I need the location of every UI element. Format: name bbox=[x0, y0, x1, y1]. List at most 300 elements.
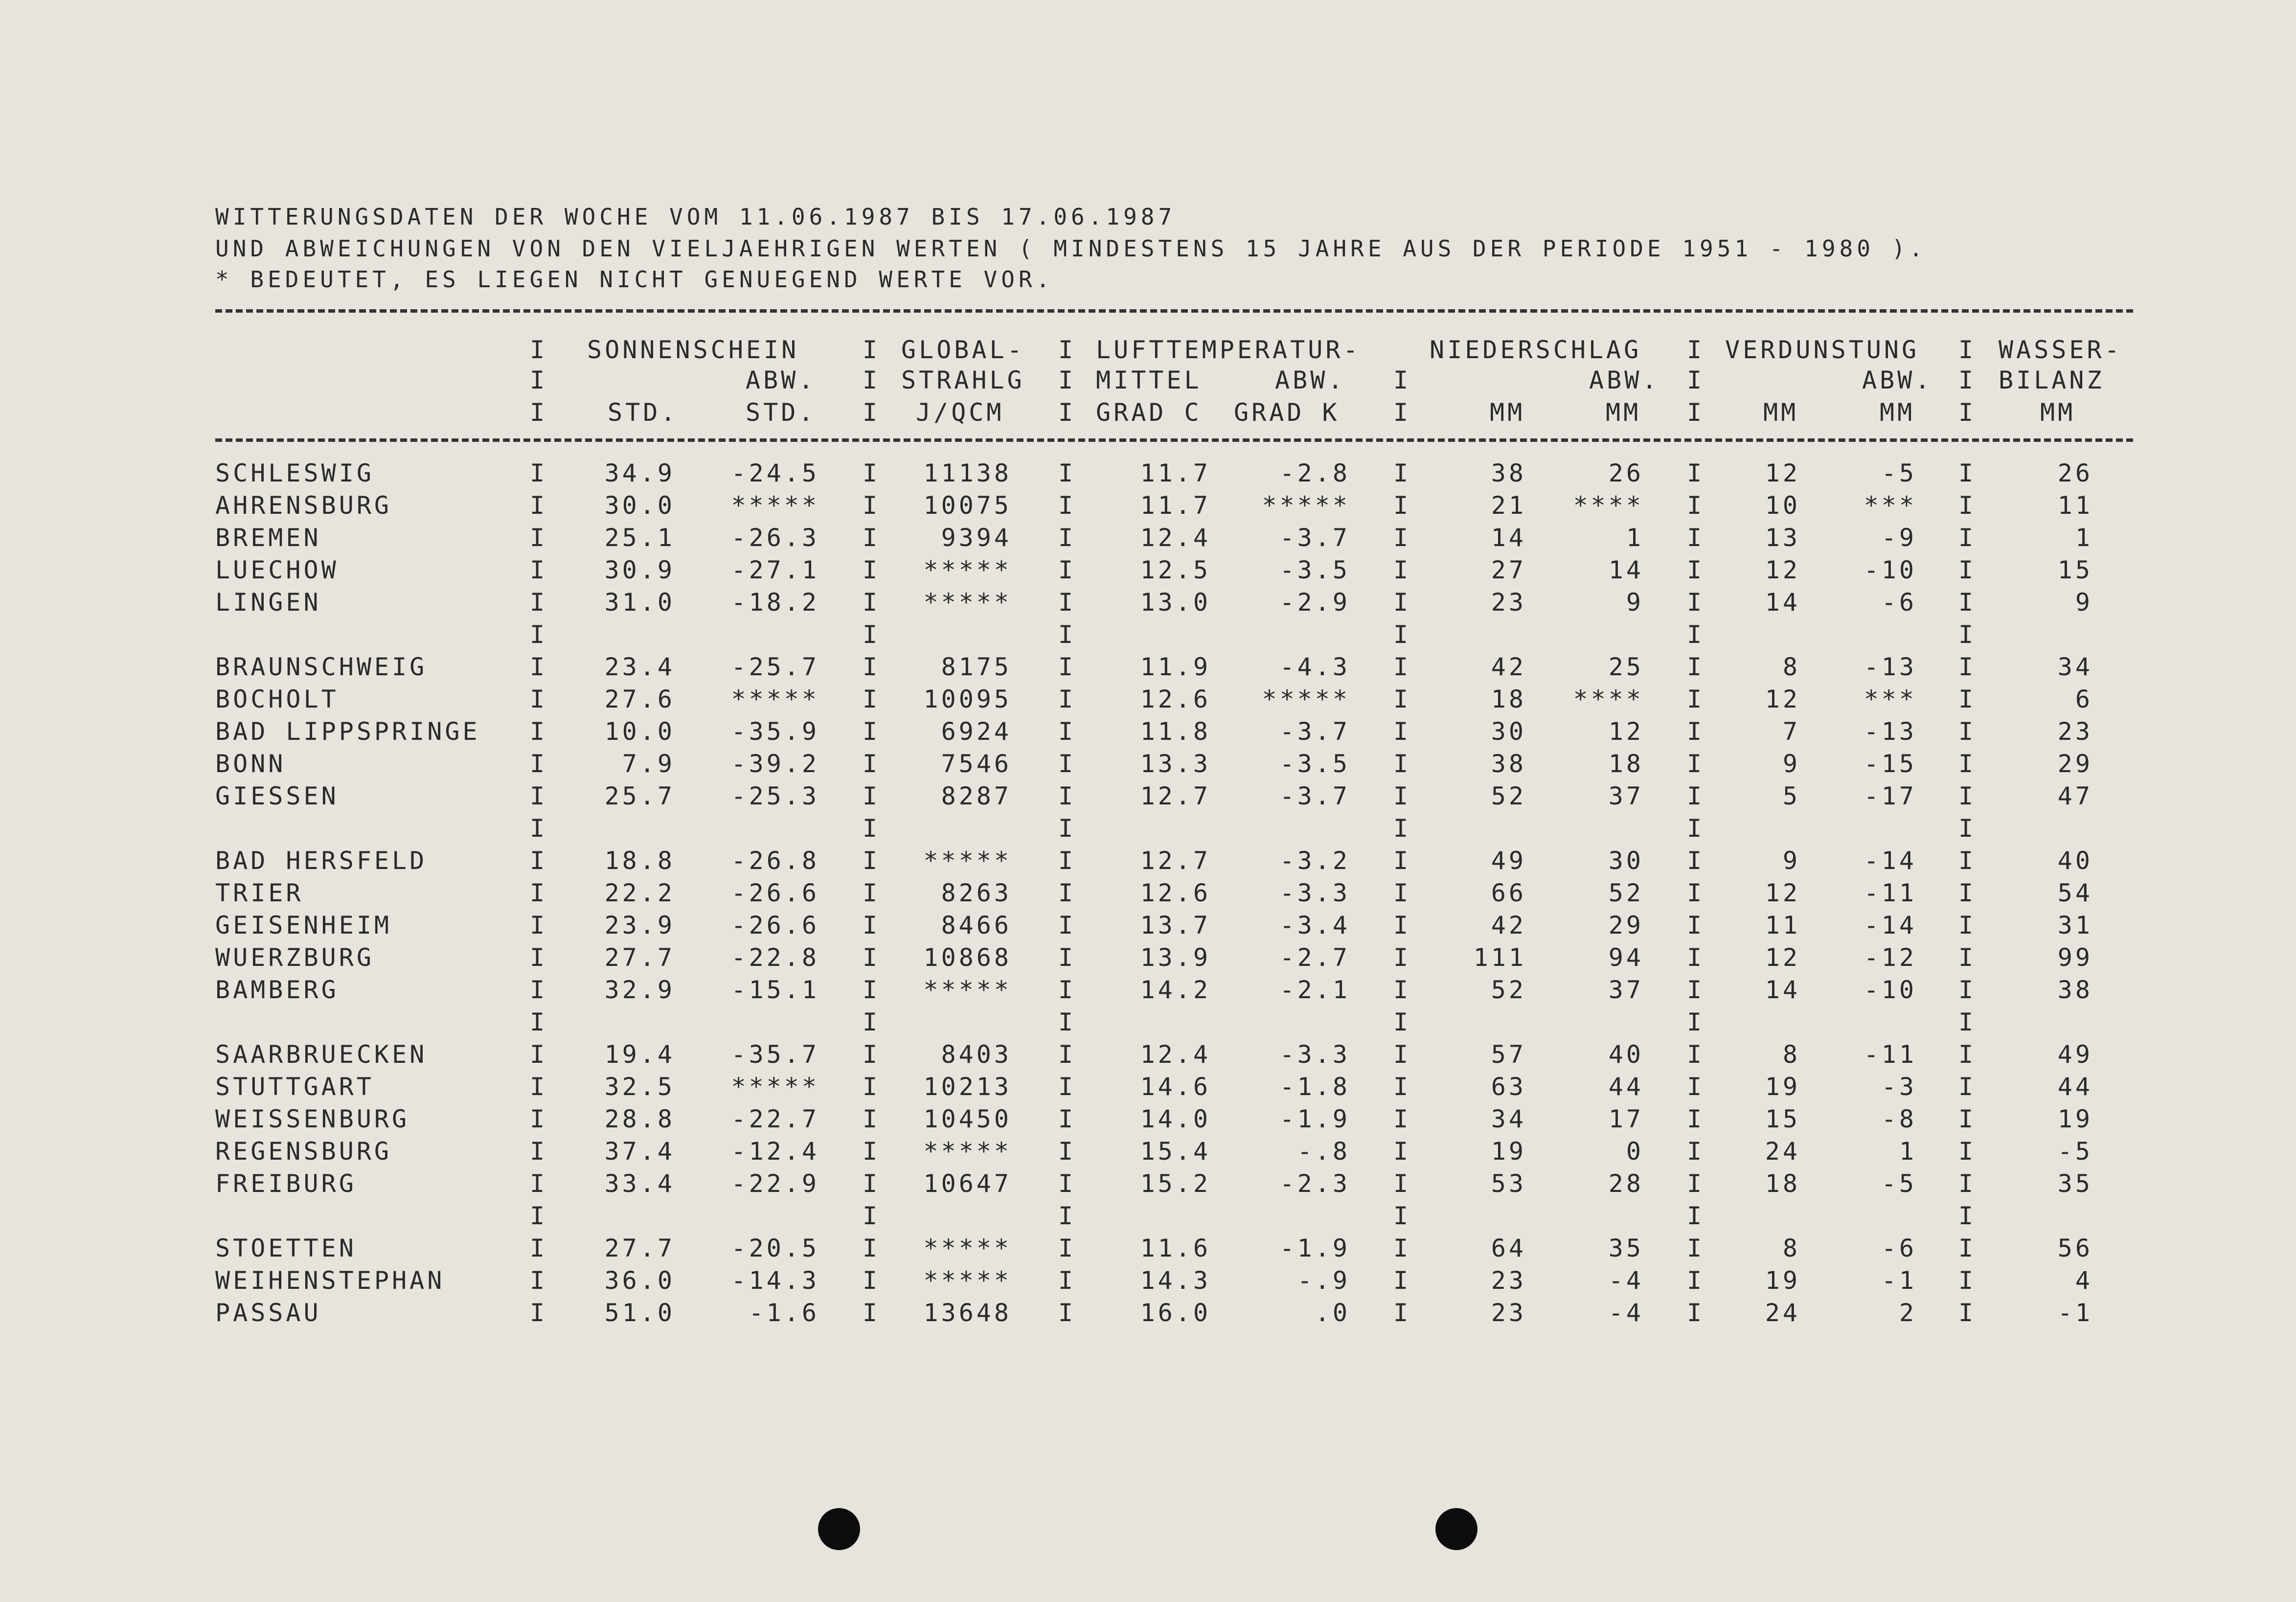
column-separator: I bbox=[1393, 556, 1411, 584]
cell-temp-abw: -3.2 bbox=[1279, 847, 1350, 875]
cell-sun-abw: -15.1 bbox=[731, 976, 819, 1004]
hdr-sep: I bbox=[1393, 366, 1411, 394]
cell-wb: 99 bbox=[2057, 943, 2093, 972]
column-separator: I bbox=[1687, 1169, 1705, 1198]
cell-glob: ***** bbox=[923, 556, 1012, 584]
cell-wb: 47 bbox=[2057, 782, 2093, 810]
column-separator: I bbox=[1958, 1105, 1977, 1133]
header-rule bbox=[215, 438, 2133, 442]
column-separator: I bbox=[1058, 1073, 1076, 1101]
cell-nied: 23 bbox=[1491, 588, 1526, 617]
cell-nied-abw: **** bbox=[1573, 685, 1644, 713]
column-separator: I bbox=[1393, 588, 1411, 617]
cell-station: SAARBRUECKEN bbox=[215, 1040, 428, 1069]
column-separator: I bbox=[1058, 653, 1076, 681]
cell-verd: 9 bbox=[1782, 750, 1800, 778]
column-separator: I bbox=[1058, 1169, 1076, 1198]
cell-station: STUTTGART bbox=[215, 1073, 374, 1101]
cell-nied-abw: 30 bbox=[1608, 847, 1644, 875]
cell-sun: 32.9 bbox=[604, 976, 675, 1004]
cell-verd: 8 bbox=[1782, 1234, 1800, 1262]
column-separator: I bbox=[1058, 491, 1076, 520]
column-separator: I bbox=[863, 620, 881, 649]
cell-wb: 4 bbox=[2075, 1266, 2093, 1295]
header-niederschlag: NIEDERSCHLAG bbox=[1430, 336, 1642, 364]
column-separator: I bbox=[1058, 524, 1076, 552]
column-separator: I bbox=[1058, 1008, 1076, 1036]
cell-verd-abw: *** bbox=[1864, 491, 1917, 520]
cell-glob: 10095 bbox=[923, 685, 1012, 713]
cell-verd: 11 bbox=[1765, 911, 1800, 939]
column-separator: I bbox=[530, 491, 548, 520]
header-verd-mm: MM bbox=[1763, 398, 1799, 427]
column-separator: I bbox=[1958, 1040, 1977, 1069]
hdr-sep: I bbox=[1687, 336, 1705, 364]
hdr-sep: I bbox=[863, 336, 881, 364]
column-separator: I bbox=[1687, 588, 1705, 617]
cell-verd-abw: -17 bbox=[1864, 782, 1917, 810]
hdr-sep: I bbox=[530, 398, 548, 427]
cell-nied: 14 bbox=[1491, 524, 1526, 552]
column-separator: I bbox=[1393, 976, 1411, 1004]
column-separator: I bbox=[863, 588, 881, 617]
cell-sun-abw: -22.9 bbox=[731, 1169, 819, 1198]
cell-verd-abw: -14 bbox=[1864, 911, 1917, 939]
column-separator: I bbox=[1958, 556, 1977, 584]
cell-nied: 42 bbox=[1491, 911, 1526, 939]
cell-nied: 18 bbox=[1491, 685, 1526, 713]
cell-sun-abw: -26.3 bbox=[731, 524, 819, 552]
title-line-3: * BEDEUTET, ES LIEGEN NICHT GENUEGEND WERTE VOR. bbox=[215, 266, 1054, 293]
cell-temp: 11.7 bbox=[1140, 491, 1211, 520]
cell-temp-abw: -3.4 bbox=[1279, 911, 1350, 939]
cell-temp-abw: -.8 bbox=[1297, 1137, 1350, 1166]
cell-temp-abw: -4.3 bbox=[1279, 653, 1350, 681]
punch-hole-right bbox=[1435, 1508, 1478, 1550]
column-separator: I bbox=[1393, 750, 1411, 778]
cell-verd-abw: -14 bbox=[1864, 847, 1917, 875]
cell-temp: 13.9 bbox=[1140, 943, 1211, 972]
column-separator: I bbox=[1393, 847, 1411, 875]
column-separator: I bbox=[1687, 685, 1705, 713]
cell-glob: 8175 bbox=[941, 653, 1012, 681]
cell-glob: 9394 bbox=[941, 524, 1012, 552]
column-separator: I bbox=[863, 459, 881, 487]
column-separator: I bbox=[530, 556, 548, 584]
cell-wb: 9 bbox=[2075, 588, 2093, 617]
cell-verd-abw: -13 bbox=[1864, 653, 1917, 681]
cell-nied-abw: 1 bbox=[1626, 524, 1644, 552]
cell-verd: 5 bbox=[1782, 782, 1800, 810]
cell-glob: 10868 bbox=[923, 943, 1012, 972]
header-global-strahlg: STRAHLG bbox=[901, 366, 1025, 394]
cell-nied: 63 bbox=[1491, 1073, 1526, 1101]
column-separator: I bbox=[863, 1169, 881, 1198]
cell-sun-abw: -20.5 bbox=[731, 1234, 819, 1262]
cell-temp: 12.4 bbox=[1140, 524, 1211, 552]
column-separator: I bbox=[1687, 911, 1705, 939]
cell-glob: ***** bbox=[923, 1234, 1012, 1262]
column-separator: I bbox=[1958, 459, 1977, 487]
column-separator: I bbox=[1958, 1234, 1977, 1262]
column-separator: I bbox=[1058, 1266, 1076, 1295]
cell-verd-abw: 1 bbox=[1899, 1137, 1917, 1166]
cell-station: BAD HERSFELD bbox=[215, 847, 428, 875]
cell-sun: 25.7 bbox=[604, 782, 675, 810]
column-separator: I bbox=[1687, 717, 1705, 746]
column-separator: I bbox=[1058, 1299, 1076, 1327]
cell-glob: 11138 bbox=[923, 459, 1012, 487]
column-separator: I bbox=[1687, 1008, 1705, 1036]
cell-glob: 8466 bbox=[941, 911, 1012, 939]
cell-verd: 12 bbox=[1765, 685, 1800, 713]
column-separator: I bbox=[1958, 1299, 1977, 1327]
cell-nied: 52 bbox=[1491, 782, 1526, 810]
cell-sun-abw: -26.6 bbox=[731, 879, 819, 907]
cell-temp: 12.7 bbox=[1140, 847, 1211, 875]
cell-temp: 12.5 bbox=[1140, 556, 1211, 584]
cell-wb: 1 bbox=[2075, 524, 2093, 552]
column-separator: I bbox=[1058, 847, 1076, 875]
cell-glob: 8403 bbox=[941, 1040, 1012, 1069]
column-separator: I bbox=[1958, 879, 1977, 907]
hdr-sep: I bbox=[863, 366, 881, 394]
column-separator: I bbox=[1958, 782, 1977, 810]
cell-station: LUECHOW bbox=[215, 556, 339, 584]
cell-station: WEISSENBURG bbox=[215, 1105, 410, 1133]
column-separator: I bbox=[863, 911, 881, 939]
cell-station: BAMBERG bbox=[215, 976, 339, 1004]
cell-station: STOETTEN bbox=[215, 1234, 357, 1262]
column-separator: I bbox=[1058, 588, 1076, 617]
hdr-sep: I bbox=[1687, 366, 1705, 394]
cell-station: WEIHENSTEPHAN bbox=[215, 1266, 445, 1295]
cell-nied-abw: 28 bbox=[1608, 1169, 1644, 1198]
cell-sun: 27.6 bbox=[604, 685, 675, 713]
header-lufttemperatur: LUFTTEMPERATUR- bbox=[1096, 336, 1361, 364]
cell-verd-abw: *** bbox=[1864, 685, 1917, 713]
cell-verd: 15 bbox=[1765, 1105, 1800, 1133]
cell-temp-abw: -2.7 bbox=[1279, 943, 1350, 972]
cell-sun-abw: -12.4 bbox=[731, 1137, 819, 1166]
cell-nied: 111 bbox=[1473, 943, 1526, 972]
column-separator: I bbox=[1058, 1105, 1076, 1133]
hdr-sep: I bbox=[1958, 398, 1977, 427]
cell-station: PASSAU bbox=[215, 1299, 321, 1327]
cell-temp-abw: .0 bbox=[1315, 1299, 1350, 1327]
header-luft-grad-k: GRAD K bbox=[1234, 398, 1340, 427]
cell-temp-abw: -3.3 bbox=[1279, 879, 1350, 907]
column-separator: I bbox=[1958, 491, 1977, 520]
cell-nied-abw: 12 bbox=[1608, 717, 1644, 746]
header-luft-grad-c: GRAD C bbox=[1096, 398, 1202, 427]
header-luft-abw: ABW. bbox=[1275, 366, 1346, 394]
cell-glob: 10450 bbox=[923, 1105, 1012, 1133]
cell-temp-abw: -3.7 bbox=[1279, 524, 1350, 552]
column-separator: I bbox=[1958, 685, 1977, 713]
cell-nied-abw: 37 bbox=[1608, 976, 1644, 1004]
cell-nied-abw: 37 bbox=[1608, 782, 1644, 810]
cell-glob: ***** bbox=[923, 1266, 1012, 1295]
column-separator: I bbox=[1687, 1299, 1705, 1327]
cell-station: FREIBURG bbox=[215, 1169, 357, 1198]
column-separator: I bbox=[1058, 782, 1076, 810]
cell-verd-abw: -13 bbox=[1864, 717, 1917, 746]
column-separator: I bbox=[1687, 459, 1705, 487]
cell-station: AHRENSBURG bbox=[215, 491, 392, 520]
hdr-sep: I bbox=[1393, 398, 1411, 427]
column-separator: I bbox=[530, 1202, 548, 1230]
column-separator: I bbox=[1958, 588, 1977, 617]
hdr-sep: I bbox=[1958, 336, 1977, 364]
title-line-2: UND ABWEICHUNGEN VON DEN VIELJAEHRIGEN WERTEN ( MINDESTENS 15 JAHRE AUS DER PERIODE 1951 - 1980 ). bbox=[215, 235, 1927, 262]
cell-nied-abw: 35 bbox=[1608, 1234, 1644, 1262]
cell-verd-abw: -6 bbox=[1881, 1234, 1917, 1262]
cell-verd-abw: -3 bbox=[1881, 1073, 1917, 1101]
header-nieder-abw: ABW. bbox=[1589, 366, 1660, 394]
column-separator: I bbox=[1687, 782, 1705, 810]
cell-temp: 15.4 bbox=[1140, 1137, 1211, 1166]
header-verdunstung: VERDUNSTUNG bbox=[1725, 336, 1920, 364]
cell-nied-abw: 17 bbox=[1608, 1105, 1644, 1133]
cell-station: GEISENHEIM bbox=[215, 911, 392, 939]
header-verd-abw-mm: MM bbox=[1880, 398, 1915, 427]
cell-verd: 13 bbox=[1765, 524, 1800, 552]
cell-wb: 31 bbox=[2057, 911, 2093, 939]
column-separator: I bbox=[530, 653, 548, 681]
column-separator: I bbox=[530, 1299, 548, 1327]
cell-verd: 9 bbox=[1782, 847, 1800, 875]
cell-sun-abw: -18.2 bbox=[731, 588, 819, 617]
column-separator: I bbox=[863, 1234, 881, 1262]
column-separator: I bbox=[863, 717, 881, 746]
cell-sun-abw: ***** bbox=[731, 685, 819, 713]
column-separator: I bbox=[530, 1073, 548, 1101]
column-separator: I bbox=[863, 782, 881, 810]
cell-station: TRIER bbox=[215, 879, 304, 907]
cell-wb: 38 bbox=[2057, 976, 2093, 1004]
column-separator: I bbox=[1058, 459, 1076, 487]
column-separator: I bbox=[530, 1266, 548, 1295]
column-separator: I bbox=[1687, 879, 1705, 907]
column-separator: I bbox=[530, 943, 548, 972]
cell-glob: 13648 bbox=[923, 1299, 1012, 1327]
column-separator: I bbox=[1687, 653, 1705, 681]
cell-nied-abw: 25 bbox=[1608, 653, 1644, 681]
cell-wb: -1 bbox=[2057, 1299, 2093, 1327]
cell-sun-abw: -26.8 bbox=[731, 847, 819, 875]
cell-temp: 15.2 bbox=[1140, 1169, 1211, 1198]
column-separator: I bbox=[1687, 1105, 1705, 1133]
cell-temp-abw: -2.8 bbox=[1279, 459, 1350, 487]
cell-temp: 16.0 bbox=[1140, 1299, 1211, 1327]
cell-temp-abw: -1.9 bbox=[1279, 1105, 1350, 1133]
cell-temp: 12.6 bbox=[1140, 685, 1211, 713]
cell-verd-abw: -11 bbox=[1864, 1040, 1917, 1069]
column-separator: I bbox=[530, 879, 548, 907]
cell-temp-abw: -2.3 bbox=[1279, 1169, 1350, 1198]
cell-sun: 28.8 bbox=[604, 1105, 675, 1133]
cell-nied: 19 bbox=[1491, 1137, 1526, 1166]
cell-glob: 8263 bbox=[941, 879, 1012, 907]
cell-station: SCHLESWIG bbox=[215, 459, 374, 487]
cell-nied-abw: 18 bbox=[1608, 750, 1644, 778]
cell-sun: 32.5 bbox=[604, 1073, 675, 1101]
header-nieder-abw-mm: MM bbox=[1606, 398, 1641, 427]
cell-verd-abw: -8 bbox=[1881, 1105, 1917, 1133]
cell-glob: 6924 bbox=[941, 717, 1012, 746]
column-separator: I bbox=[1958, 943, 1977, 972]
column-separator: I bbox=[530, 814, 548, 843]
column-separator: I bbox=[530, 847, 548, 875]
column-separator: I bbox=[1393, 814, 1411, 843]
cell-sun-abw: -14.3 bbox=[731, 1266, 819, 1295]
column-separator: I bbox=[1058, 1202, 1076, 1230]
cell-nied: 42 bbox=[1491, 653, 1526, 681]
cell-wb: 49 bbox=[2057, 1040, 2093, 1069]
column-separator: I bbox=[863, 750, 881, 778]
column-separator: I bbox=[1687, 491, 1705, 520]
column-separator: I bbox=[863, 1137, 881, 1166]
column-separator: I bbox=[530, 1040, 548, 1069]
column-separator: I bbox=[863, 1266, 881, 1295]
column-separator: I bbox=[863, 556, 881, 584]
cell-nied-abw: 26 bbox=[1608, 459, 1644, 487]
header-wasser-mm: MM bbox=[2040, 398, 2076, 427]
cell-temp: 14.3 bbox=[1140, 1266, 1211, 1295]
cell-verd-abw: -10 bbox=[1864, 556, 1917, 584]
cell-sun: 37.4 bbox=[604, 1137, 675, 1166]
cell-verd-abw: -10 bbox=[1864, 976, 1917, 1004]
cell-sun-abw: -22.7 bbox=[731, 1105, 819, 1133]
cell-temp-abw: -3.5 bbox=[1279, 750, 1350, 778]
cell-glob: ***** bbox=[923, 588, 1012, 617]
column-separator: I bbox=[1058, 685, 1076, 713]
cell-sun-abw: -26.6 bbox=[731, 911, 819, 939]
header-wasser: WASSER- bbox=[1999, 336, 2122, 364]
cell-verd: 14 bbox=[1765, 976, 1800, 1004]
title-line-1: WITTERUNGSDATEN DER WOCHE VOM 11.06.1987 BIS 17.06.1987 bbox=[215, 204, 1176, 230]
punch-hole-left bbox=[818, 1508, 860, 1550]
cell-verd-abw: -12 bbox=[1864, 943, 1917, 972]
cell-sun: 23.9 bbox=[604, 911, 675, 939]
column-separator: I bbox=[1058, 556, 1076, 584]
hdr-sep: I bbox=[1687, 398, 1705, 427]
column-separator: I bbox=[863, 943, 881, 972]
cell-nied: 23 bbox=[1491, 1266, 1526, 1295]
column-separator: I bbox=[1958, 717, 1977, 746]
cell-verd-abw: 2 bbox=[1899, 1299, 1917, 1327]
column-separator: I bbox=[863, 976, 881, 1004]
cell-verd-abw: -9 bbox=[1881, 524, 1917, 552]
cell-temp: 14.0 bbox=[1140, 1105, 1211, 1133]
cell-sun: 23.4 bbox=[604, 653, 675, 681]
cell-sun: 33.4 bbox=[604, 1169, 675, 1198]
cell-sun-abw: ***** bbox=[731, 1073, 819, 1101]
column-separator: I bbox=[530, 1105, 548, 1133]
cell-wb: 44 bbox=[2057, 1073, 2093, 1101]
cell-glob: ***** bbox=[923, 1137, 1012, 1166]
cell-verd-abw: -15 bbox=[1864, 750, 1917, 778]
cell-sun: 25.1 bbox=[604, 524, 675, 552]
cell-sun-abw: -24.5 bbox=[731, 459, 819, 487]
cell-nied-abw: **** bbox=[1573, 491, 1644, 520]
column-separator: I bbox=[863, 1008, 881, 1036]
column-separator: I bbox=[863, 847, 881, 875]
cell-glob: 10647 bbox=[923, 1169, 1012, 1198]
cell-glob: 8287 bbox=[941, 782, 1012, 810]
column-separator: I bbox=[1393, 1169, 1411, 1198]
column-separator: I bbox=[1687, 524, 1705, 552]
cell-temp: 11.7 bbox=[1140, 459, 1211, 487]
cell-nied: 34 bbox=[1491, 1105, 1526, 1133]
cell-glob: 10075 bbox=[923, 491, 1012, 520]
cell-temp: 13.3 bbox=[1140, 750, 1211, 778]
cell-glob: 10213 bbox=[923, 1073, 1012, 1101]
hdr-sep: I bbox=[1058, 366, 1076, 394]
cell-temp-abw: -3.7 bbox=[1279, 782, 1350, 810]
column-separator: I bbox=[1393, 879, 1411, 907]
cell-nied-abw: 0 bbox=[1626, 1137, 1644, 1166]
header-sonne-abw: ABW. bbox=[746, 366, 817, 394]
column-separator: I bbox=[530, 976, 548, 1004]
column-separator: I bbox=[1058, 1234, 1076, 1262]
cell-sun: 30.0 bbox=[604, 491, 675, 520]
column-separator: I bbox=[863, 814, 881, 843]
cell-station: REGENSBURG bbox=[215, 1137, 392, 1166]
column-separator: I bbox=[1393, 911, 1411, 939]
cell-temp-abw: -3.7 bbox=[1279, 717, 1350, 746]
cell-nied: 21 bbox=[1491, 491, 1526, 520]
cell-sun: 34.9 bbox=[604, 459, 675, 487]
cell-verd: 19 bbox=[1765, 1073, 1800, 1101]
column-separator: I bbox=[530, 685, 548, 713]
cell-verd-abw: -11 bbox=[1864, 879, 1917, 907]
cell-nied: 30 bbox=[1491, 717, 1526, 746]
cell-nied-abw: 40 bbox=[1608, 1040, 1644, 1069]
column-separator: I bbox=[530, 1008, 548, 1036]
cell-temp-abw: -3.5 bbox=[1279, 556, 1350, 584]
cell-temp-abw: ***** bbox=[1262, 491, 1350, 520]
cell-sun: 31.0 bbox=[604, 588, 675, 617]
cell-verd-abw: -5 bbox=[1881, 1169, 1917, 1198]
cell-nied: 53 bbox=[1491, 1169, 1526, 1198]
column-separator: I bbox=[1958, 1008, 1977, 1036]
column-separator: I bbox=[1393, 943, 1411, 972]
column-separator: I bbox=[530, 620, 548, 649]
column-separator: I bbox=[1958, 847, 1977, 875]
column-separator: I bbox=[530, 1169, 548, 1198]
column-separator: I bbox=[1393, 459, 1411, 487]
column-separator: I bbox=[1393, 782, 1411, 810]
column-separator: I bbox=[1958, 620, 1977, 649]
column-separator: I bbox=[863, 685, 881, 713]
column-separator: I bbox=[1058, 814, 1076, 843]
cell-nied-abw: 52 bbox=[1608, 879, 1644, 907]
cell-wb: 29 bbox=[2057, 750, 2093, 778]
cell-wb: 11 bbox=[2057, 491, 2093, 520]
cell-sun: 19.4 bbox=[604, 1040, 675, 1069]
hdr-sep: I bbox=[1058, 398, 1076, 427]
cell-temp-abw: -2.9 bbox=[1279, 588, 1350, 617]
column-separator: I bbox=[863, 524, 881, 552]
cell-station: BRAUNSCHWEIG bbox=[215, 653, 428, 681]
header-global: GLOBAL- bbox=[901, 336, 1025, 364]
column-separator: I bbox=[1058, 620, 1076, 649]
column-separator: I bbox=[1687, 1040, 1705, 1069]
header-wasser-bilanz: BILANZ bbox=[1999, 366, 2105, 394]
header-sonnenschein: SONNENSCHEIN bbox=[587, 336, 799, 364]
